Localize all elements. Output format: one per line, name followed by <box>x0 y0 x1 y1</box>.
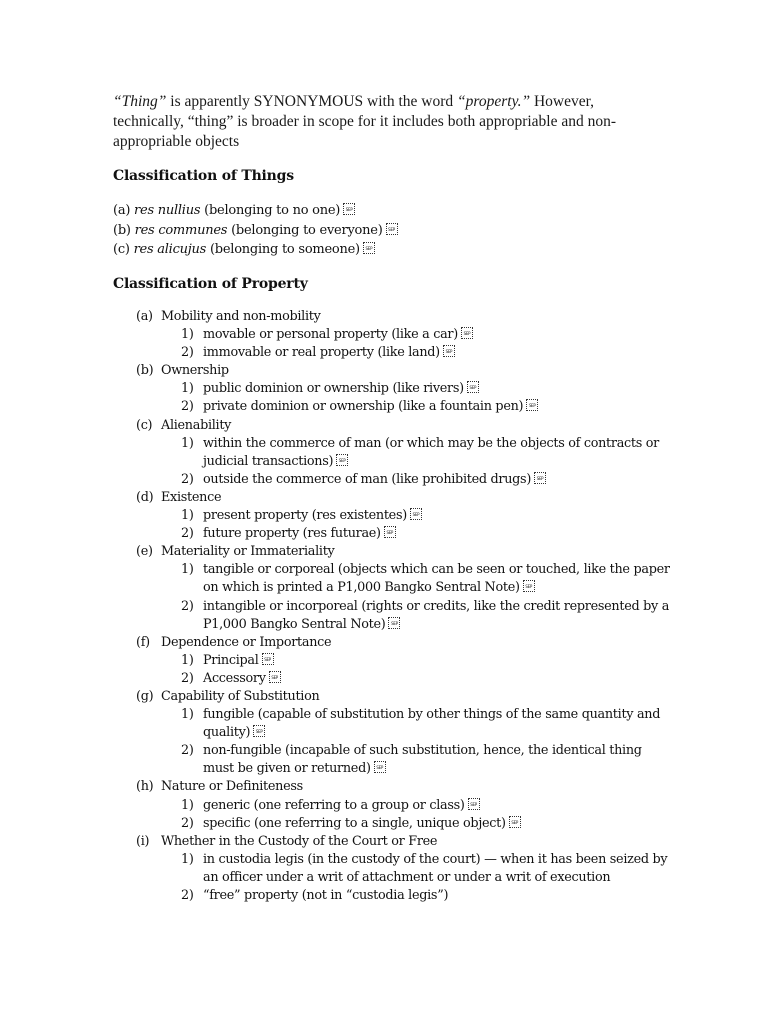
property-category <box>136 688 676 706</box>
sep-glyph-icon: SEP <box>461 327 473 339</box>
property-subitem-number: 2) <box>181 345 194 361</box>
property-category-title: Existence <box>161 489 222 505</box>
property-subitem-number: 1) <box>181 652 194 668</box>
property-subitem-text: intangible or incorporeal (rights or credits, like the credit represented by a P1,000 Bangko Sentral Note) <box>203 598 670 632</box>
property-subitem-text: private dominion or ownership (like a fountain pen) <box>203 399 524 415</box>
sep-glyph-icon: SEP <box>336 454 348 466</box>
sep-glyph-icon: SEP <box>467 381 479 393</box>
things-item-desc: (belonging to no one) <box>200 203 341 218</box>
things-item <box>113 240 398 260</box>
sep-glyph-icon: SEP <box>523 580 535 592</box>
sep-glyph-icon: SEP <box>386 223 398 235</box>
property-subitem-number: 1) <box>181 797 194 813</box>
property-subitem-number: 2) <box>181 526 194 542</box>
intro-text-2: However, technically, “thing” is broader in scope for it includes both appropriable and non-appropriable objects <box>113 93 617 150</box>
property-list <box>136 308 676 905</box>
property-subitem-number: 2) <box>181 399 194 415</box>
property-subitem-text: tangible or corporeal (objects which can be seen or touched, like the paper on which is printed a P1,000 Bangko Sentral Note) <box>203 562 670 596</box>
property-category-title: Nature or Definiteness <box>161 779 303 795</box>
property-category-title: Capability of Substitution <box>161 688 320 704</box>
property-category-label: (g) <box>136 688 154 704</box>
sep-glyph-icon: SEP <box>384 526 396 538</box>
property-subitem-text: non-fungible (incapable of such substitution, hence, the identical thing must be given or returned) <box>203 743 642 777</box>
property-category-label: (d) <box>136 489 154 505</box>
things-item-term: res alicujus <box>133 242 207 257</box>
sep-glyph-icon: SEP <box>343 203 355 215</box>
things-heading: Classification of Things <box>113 168 294 184</box>
property-subitem <box>136 652 676 670</box>
property-category-label: (c) <box>136 417 153 433</box>
property-category-title: Materiality or Immateriality <box>161 544 335 560</box>
property-subitem-text: “free” property (not in “custodia legis”) <box>203 888 449 903</box>
things-item-label: (c) <box>113 242 134 257</box>
property-subitem-text: movable or personal property (like a car) <box>203 327 458 343</box>
sep-glyph-icon: SEP <box>526 399 538 411</box>
property-heading: Classification of Property <box>113 276 308 292</box>
things-item <box>113 201 398 221</box>
property-subitem <box>136 398 676 416</box>
property-category <box>136 489 676 507</box>
property-subitem <box>136 525 676 543</box>
property-subitem-number: 2) <box>181 743 194 759</box>
property-subitem-number: 1) <box>181 851 194 867</box>
property-subitem-text: immovable or real property (like land) <box>203 345 440 361</box>
property-subitem-text: generic (one referring to a group or class) <box>203 797 465 813</box>
property-subitem <box>136 706 676 742</box>
property-subitem-text: in custodia legis (in the custody of the court) — when it has been seized by an officer under a writ of attachment or under a writ of execution <box>203 851 668 885</box>
sep-glyph-icon: SEP <box>253 725 265 737</box>
property-subitem-number: 2) <box>181 670 194 686</box>
property-subitem-text: future property (res futurae) <box>203 526 381 542</box>
property-subitem-number: 1) <box>181 327 194 343</box>
property-category <box>136 634 676 652</box>
sep-glyph-icon: SEP <box>269 671 281 683</box>
property-subitem <box>136 815 676 833</box>
property-subitem-number: 1) <box>181 381 194 397</box>
property-subitem <box>136 380 676 398</box>
property-subitem <box>136 797 676 815</box>
property-subitem-text: present property (res existentes) <box>203 508 407 524</box>
property-subitem <box>136 344 676 362</box>
property-subitem <box>136 887 676 905</box>
property-category-title: Mobility and non-mobility <box>161 309 321 324</box>
sep-glyph-icon: SEP <box>509 816 521 828</box>
property-subitem <box>136 507 676 525</box>
property-subitem-number: 1) <box>181 707 194 723</box>
property-subitem-text: Principal <box>203 652 259 668</box>
intro-paragraph <box>113 92 653 152</box>
property-subitem <box>136 742 676 778</box>
things-item-label: (a) <box>113 203 135 218</box>
property-category <box>136 778 676 796</box>
property-subitem <box>136 561 676 597</box>
property-category-label: (e) <box>136 544 153 560</box>
property-category-label: (b) <box>136 363 154 379</box>
sep-glyph-icon: SEP <box>262 653 274 665</box>
property-category-title: Whether in the Custody of the Court or Free <box>161 833 438 849</box>
intro-text-1: is apparently SYNONYMOUS with the word <box>166 93 458 110</box>
things-list <box>113 201 398 260</box>
property-subitem-text: within the commerce of man (or which may be the objects of contracts or judicial transactions) <box>203 435 660 469</box>
property-category <box>136 417 676 435</box>
property-subitem <box>136 435 676 471</box>
property-subitem <box>136 326 676 344</box>
property-category-title: Dependence or Importance <box>161 634 332 650</box>
things-item-term: res communes <box>134 222 228 238</box>
sep-glyph-icon: SEP <box>443 345 455 357</box>
property-subitem <box>136 670 676 688</box>
property-category <box>136 362 676 380</box>
things-item-desc: (belonging to everyone) <box>227 222 383 238</box>
property-subitem <box>136 471 676 489</box>
things-item-desc: (belonging to someone) <box>206 242 360 257</box>
property-subitem-number: 2) <box>181 598 194 614</box>
property-category-label: (f) <box>136 634 150 650</box>
property-subitem-text: outside the commerce of man (like prohibited drugs) <box>203 471 532 487</box>
property-term: “property.” <box>457 93 531 110</box>
sep-glyph-icon: SEP <box>410 508 422 520</box>
property-subitem-number: 2) <box>181 471 194 487</box>
property-category <box>136 543 676 561</box>
property-category-title: Alienability <box>161 417 232 433</box>
property-subitem <box>136 851 676 887</box>
property-subitem-number: 1) <box>181 435 194 451</box>
property-subitem-text: public dominion or ownership (like rivers) <box>203 381 464 397</box>
sep-glyph-icon: SEP <box>534 472 546 484</box>
property-category <box>136 833 676 851</box>
property-category-label: (a) <box>136 309 153 324</box>
sep-glyph-icon: SEP <box>363 242 375 254</box>
property-category-title: Ownership <box>161 363 229 379</box>
property-subitem-text: Accessory <box>203 670 266 686</box>
thing-term: “Thing” <box>113 93 167 110</box>
sep-glyph-icon: SEP <box>374 761 386 773</box>
property-subitem-text: fungible (capable of substitution by other things of the same quantity and quality) <box>203 707 661 741</box>
property-subitem-number: 2) <box>181 888 194 903</box>
things-item <box>113 221 398 241</box>
things-item-label: (b) <box>113 222 135 238</box>
sep-glyph-icon: SEP <box>388 617 400 629</box>
property-subitem-number: 1) <box>181 562 194 578</box>
property-category <box>136 308 676 326</box>
property-category-label: (h) <box>136 779 154 795</box>
property-subitem-text: specific (one referring to a single, unique object) <box>203 815 506 831</box>
property-subitem-number: 1) <box>181 508 194 524</box>
sep-glyph-icon: SEP <box>468 798 480 810</box>
things-item-term: res nullius <box>134 203 201 218</box>
property-category-label: (i) <box>136 833 150 849</box>
property-subitem <box>136 598 676 634</box>
property-subitem-number: 2) <box>181 815 194 831</box>
